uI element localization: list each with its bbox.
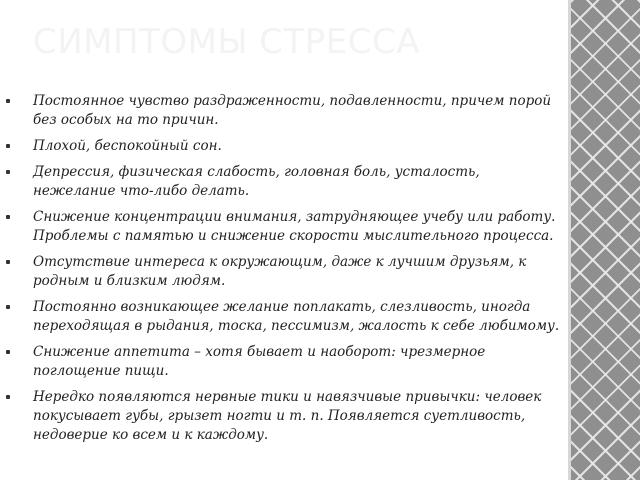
symptom-text: Отсутствие интереса к окружающим, даже к лучшим друзьям, к родным и близким людям. [33, 254, 527, 289]
bullet-icon [6, 305, 10, 309]
symptom-text: Постоянно возникающее желание поплакать, слезливость, иногда переходящая в рыдания, тоска, пессимизм, жалость к себе любимому. [33, 299, 560, 334]
symptom-item [6, 388, 566, 445]
symptom-list [6, 92, 566, 452]
symptom-text: Депрессия, физическая слабость, головная боль, усталость, нежелание что-либо делать. [33, 164, 480, 199]
symptom-text: Плохой, беспокойный сон. [33, 138, 222, 154]
decorative-side-pattern [571, 0, 640, 480]
bullet-icon [6, 260, 10, 264]
symptom-item [6, 163, 566, 201]
symptom-text: Снижение концентрации внимания, затрудняющее учебу или работу. Проблемы с памятью и снижение скорости мыслительного процесса. [33, 209, 556, 244]
bullet-icon [6, 395, 10, 399]
symptom-text: Нередко появляются нервные тики и навязчивые привычки: человек покусывает губы, грызет ногти и т. п. Появляется суетливость, недоверие ко всем и к каждому. [33, 389, 542, 443]
symptom-item [6, 253, 566, 291]
symptom-item [6, 298, 566, 336]
bullet-icon [6, 99, 10, 103]
symptom-text: Постоянное чувство раздраженности, подавленности, причем порой без особых на то причин. [33, 93, 552, 128]
bullet-icon [6, 350, 10, 354]
bullet-icon [6, 170, 10, 174]
bullet-icon [6, 215, 10, 219]
symptom-text: Снижение аппетита – хотя бывает и наоборот: чрезмерное поглощение пищи. [33, 344, 486, 379]
symptom-item [6, 343, 566, 381]
symptom-item [6, 208, 566, 246]
symptom-item [6, 92, 566, 130]
slide-title: СИМПТОМЫ СТРЕССА [33, 22, 420, 62]
bullet-icon [6, 144, 10, 148]
symptom-item [6, 137, 566, 156]
